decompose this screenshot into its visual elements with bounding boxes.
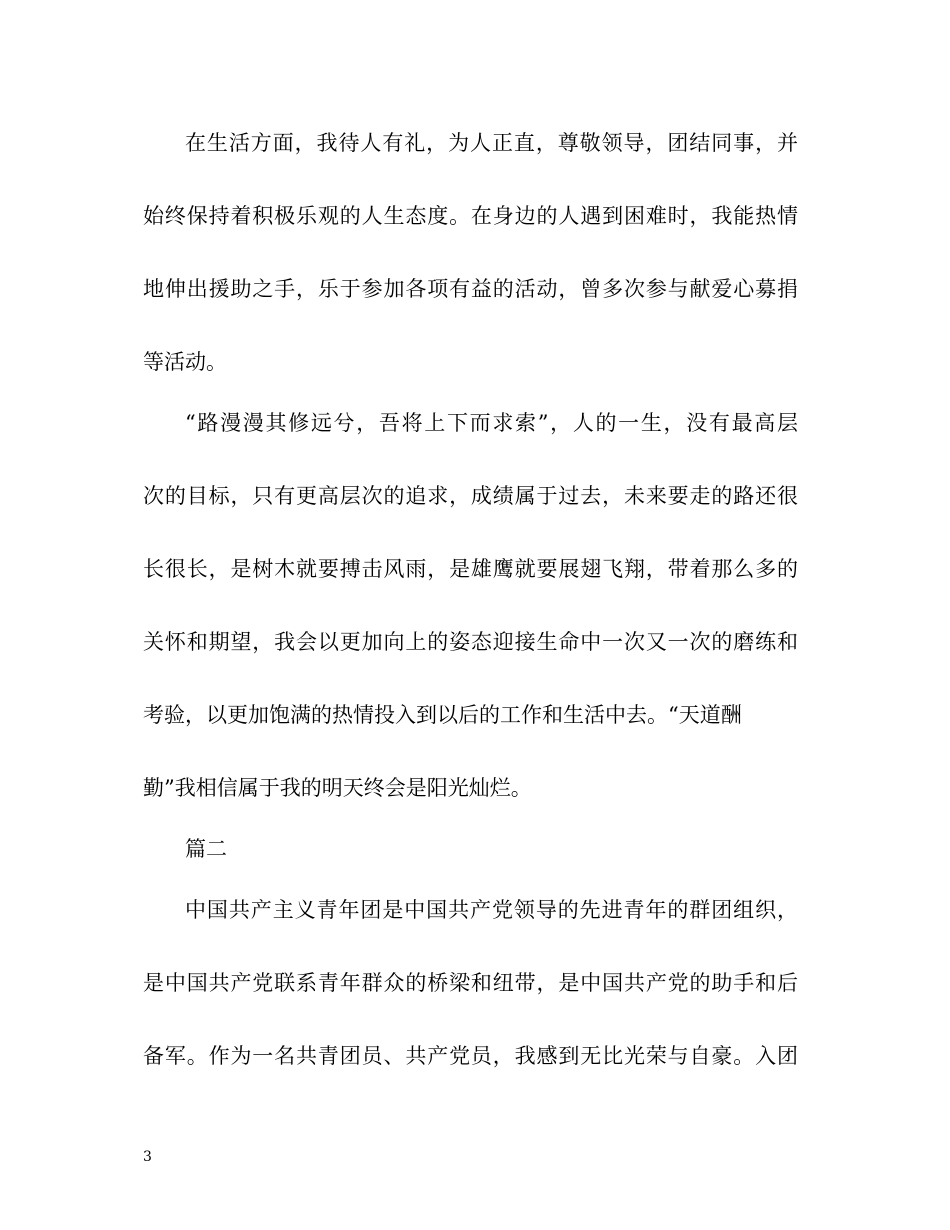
text-line: 备军。作为一名共青团员、共产党员，我感到无比光荣与自豪。入团: [143, 1044, 798, 1068]
text-line: 始终保持着积极乐观的人生态度。在身边的人遇到困难时，我能热情: [143, 204, 798, 228]
text-line: 次的目标，只有更高层次的追求，成绩属于过去，未来要走的路还很: [143, 484, 798, 508]
text-line: 地伸出援助之手，乐于参加各项有益的活动，曾多次参与献爱心募捐: [143, 277, 798, 301]
text-line: 考验，以更加饱满的热情投入到以后的工作和生活中去。“天道酬: [143, 703, 742, 727]
text-line: 关怀和期望，我会以更加向上的姿态迎接生命中一次又一次的磨练和: [143, 630, 798, 654]
page-number: 3: [143, 1149, 152, 1165]
text-line: 等活动。: [143, 350, 227, 374]
text-line: 中国共产主义青年团是中国共产党领导的先进青年的群团组织，: [185, 898, 798, 922]
section-heading: 篇二: [185, 837, 227, 861]
text-line: 在生活方面，我待人有礼，为人正直，尊敬领导，团结同事，并: [185, 131, 798, 155]
text-line: 勤”我相信属于我的明天终会是阳光灿烂。: [143, 776, 532, 800]
text-line: 是中国共产党联系青年群众的桥梁和纽带，是中国共产党的助手和后: [143, 971, 798, 995]
text-line: “路漫漫其修远兮，吾将上下而求索”，人的一生，没有最高层: [185, 411, 798, 435]
text-line: 长很长，是树木就要搏击风雨，是雄鹰就要展翅飞翔，带着那么多的: [143, 557, 798, 581]
